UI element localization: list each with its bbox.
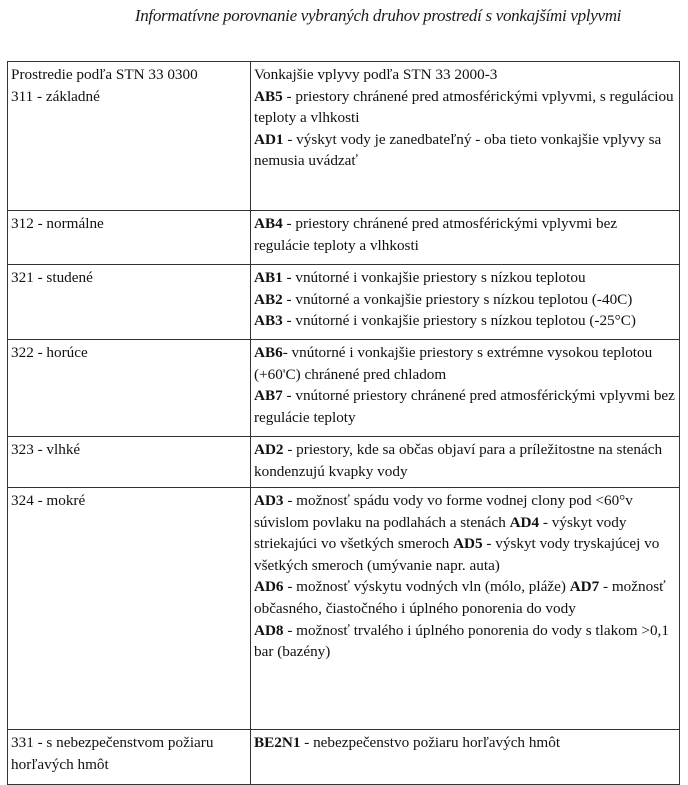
influence-cell	[251, 340, 680, 437]
influence-code: AD8	[254, 621, 284, 639]
influence-code: AD4	[509, 513, 540, 531]
influence-text: - možnosť výskytu vodných vln (mólo, pláže)	[283, 578, 570, 596]
influence-text: - vnútorné i vonkajšie priestory s nízkou teplotou (-25°C)	[282, 312, 636, 330]
environment-cell	[8, 62, 251, 211]
environment-comparison-table	[7, 61, 680, 785]
influence-entry	[254, 267, 676, 289]
influence-text: - vnútorné i vonkajšie priestory s extrémne vysokou teplotou (+60'C) chránené pred chladom	[254, 344, 653, 383]
environment-label: 321 - studené	[11, 269, 93, 286]
table-row	[8, 437, 680, 488]
influence-text: - nebezpečenstvo požiaru horľavých hmôt	[300, 734, 561, 751]
influence-text: - možnosť občasného, čiastočného i úplného ponorenia do vody	[254, 578, 666, 617]
table-row	[8, 211, 680, 265]
environment-cell	[8, 730, 251, 785]
influence-cell	[251, 437, 680, 488]
influence-text: - výskyt vody tryskajúcej vo všetkých smeroch (umývanie napr. auta)	[254, 535, 660, 574]
influence-code: AD6	[254, 578, 284, 596]
influence-paragraph	[254, 576, 676, 619]
influence-text: - výskyt vody striekajúci vo všetkých smeroch	[254, 513, 627, 553]
influence-code: AB3	[254, 312, 283, 330]
influence-text: - priestory, kde sa občas objaví para a príležitostne na stenách kondenzujú kvapky vody	[254, 441, 663, 480]
table-row	[8, 488, 680, 730]
influence-code: AD5	[453, 535, 483, 553]
influence-entry	[254, 310, 676, 332]
influence-code: AD2	[254, 441, 284, 458]
influence-paragraph	[254, 620, 676, 663]
influence-paragraph	[254, 490, 676, 576]
document-title: Informatívne porovnanie vybraných druhov prostredí s vonkajšími vplyvmi	[134, 6, 622, 25]
influence-text: - možnosť spádu vody vo forme vodnej clony pod <60°v súvislom povlaku na podlahách a stenách	[254, 492, 633, 531]
left-column-header: Prostredie podľa STN 33 0300	[11, 66, 198, 83]
environment-label: 322 - horúce	[11, 344, 88, 361]
influence-code: AB7	[254, 387, 283, 405]
table-row	[8, 62, 680, 211]
environment-label: 311 - základné	[11, 87, 100, 105]
influence-text: - priestory chránené pred atmosférickými vplyvmi, s reguláciou teploty a vlhkosti	[254, 87, 674, 127]
influence-code: AB4	[254, 215, 283, 232]
environment-label: 324 - mokré	[11, 492, 86, 509]
environment-cell	[8, 488, 251, 730]
influence-entry	[254, 342, 676, 385]
environment-cell	[8, 211, 251, 265]
influence-entry	[254, 289, 676, 311]
right-column-header: Vonkajšie vplyvy podľa STN 33 2000-3	[254, 66, 498, 83]
table-row	[8, 340, 680, 437]
influence-text: - vnútorné priestory chránené pred atmosférickými vplyvmi bez regulácie teploty	[254, 387, 675, 426]
influence-entry	[254, 385, 676, 428]
environment-cell	[8, 265, 251, 340]
influence-cell	[251, 62, 680, 211]
influence-cell	[251, 488, 680, 730]
influence-entry	[254, 213, 676, 256]
influence-code: BE2N1	[254, 734, 301, 751]
influence-text: - vnútorné a vonkajšie priestory s nízkou teplotou (-40C)	[282, 290, 633, 308]
influence-text: - priestory chránené pred atmosférickými vplyvmi bez regulácie teploty a vlhkosti	[254, 215, 618, 254]
influence-entry	[254, 439, 676, 482]
influence-code: AB2	[254, 290, 283, 308]
influence-code: AB5	[254, 87, 283, 105]
environment-cell	[8, 340, 251, 437]
influence-entry	[254, 129, 676, 172]
influence-entry	[254, 86, 676, 129]
influence-entry	[254, 732, 676, 754]
table-row	[8, 730, 680, 785]
influence-code: AB1	[254, 269, 283, 286]
influence-text: - možnosť trvalého i úplného ponorenia do vody s tlakom >0,1 bar (bazény)	[254, 621, 669, 661]
influence-code: AD1	[254, 130, 284, 148]
influence-cell	[251, 211, 680, 265]
influence-cell	[251, 730, 680, 785]
influence-code: AD7	[569, 578, 600, 596]
influence-cell	[251, 265, 680, 340]
environment-label: 331 - s nebezpečenstvom požiaru horľavých hmôt	[11, 734, 214, 773]
environment-cell	[8, 437, 251, 488]
influence-text: - vnútorné i vonkajšie priestory s nízkou teplotou	[282, 269, 586, 286]
environment-label: 312 - normálne	[11, 215, 104, 232]
table-row	[8, 265, 680, 340]
influence-code: AD3	[254, 492, 284, 509]
influence-text: - výskyt vody je zanedbateľný - oba tieto vonkajšie vplyvy sa nemusia uvádzať	[254, 130, 662, 170]
environment-label: 323 - vlhké	[11, 441, 81, 458]
influence-code: AB6	[254, 344, 283, 361]
